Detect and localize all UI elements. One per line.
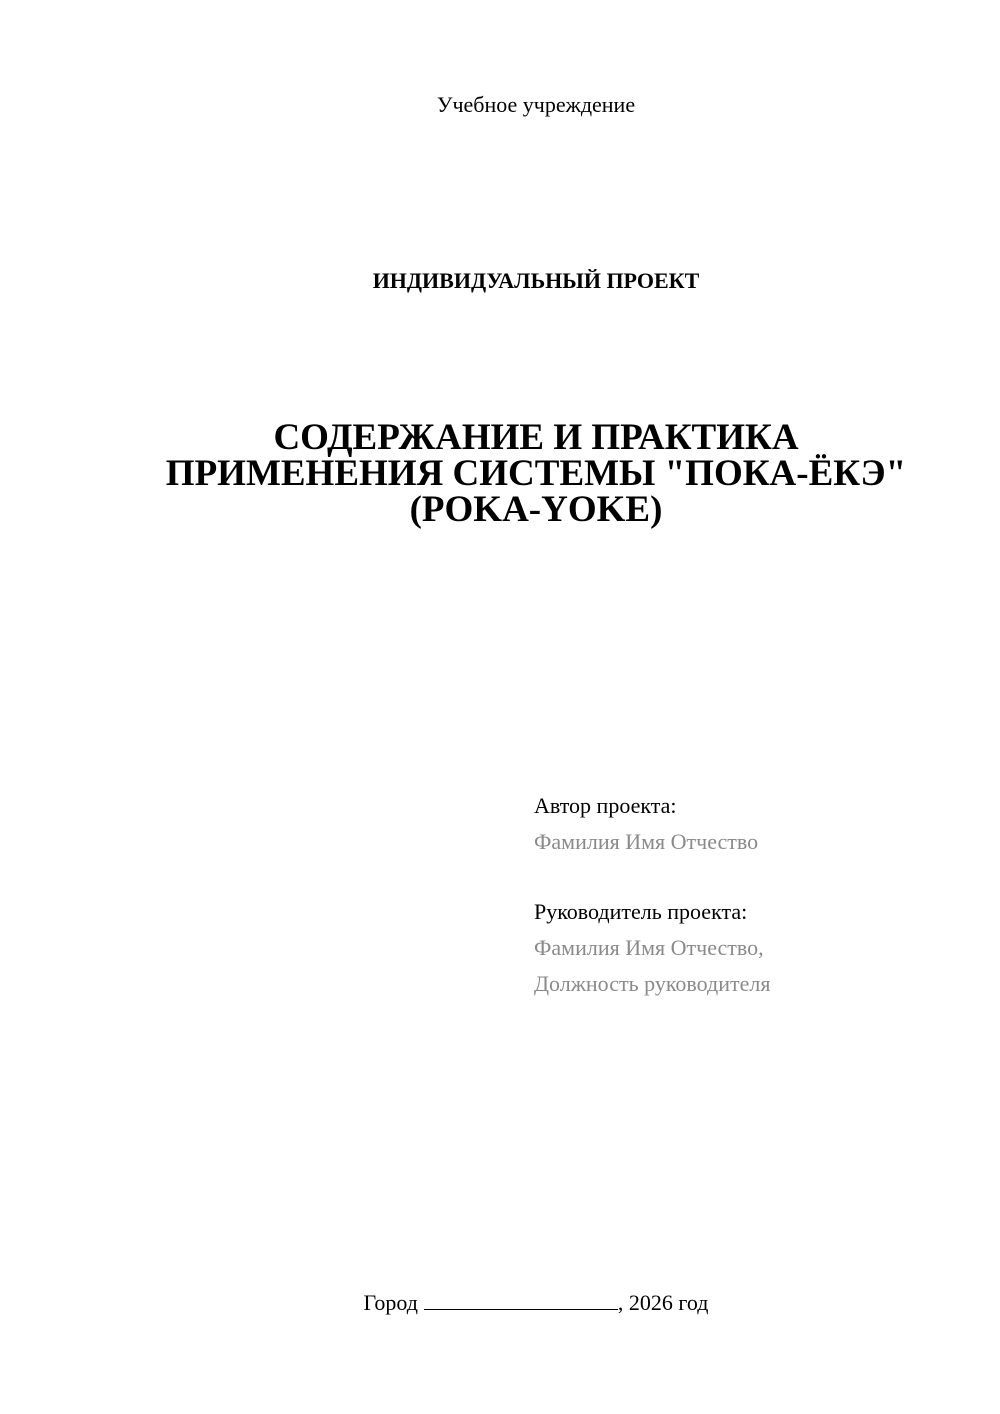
supervisor-position: Должность руководителя — [534, 971, 771, 996]
author-label: Автор проекта: — [534, 793, 677, 818]
project-type-heading: ИНДИВИДУАЛЬНЫЙ ПРОЕКТ — [372, 268, 700, 293]
city-blank-line — [424, 1291, 618, 1310]
project-title-line-1: СОДЕРЖАНИЕ И ПРАКТИКА — [273, 417, 799, 458]
year-text: , 2026 год — [617, 1290, 709, 1315]
project-title-line-3: (POKA-YOKE) — [409, 489, 663, 530]
credits-block — [534, 788, 770, 1002]
footer-city-year — [0, 1290, 1000, 1316]
supervisor-label: Руководитель проекта: — [534, 899, 748, 924]
supervisor-name: Фамилия Имя Отчество, — [534, 935, 764, 960]
city-label: Город — [363, 1290, 418, 1315]
institution-name: Учебное учреждение — [436, 92, 636, 117]
project-title — [0, 417, 1000, 530]
author-name: Фамилия Имя Отчество — [534, 829, 759, 854]
project-title-line-2: ПРИМЕНЕНИЯ СИСТЕМЫ "ПОКА-ЁКЭ" — [165, 453, 907, 494]
